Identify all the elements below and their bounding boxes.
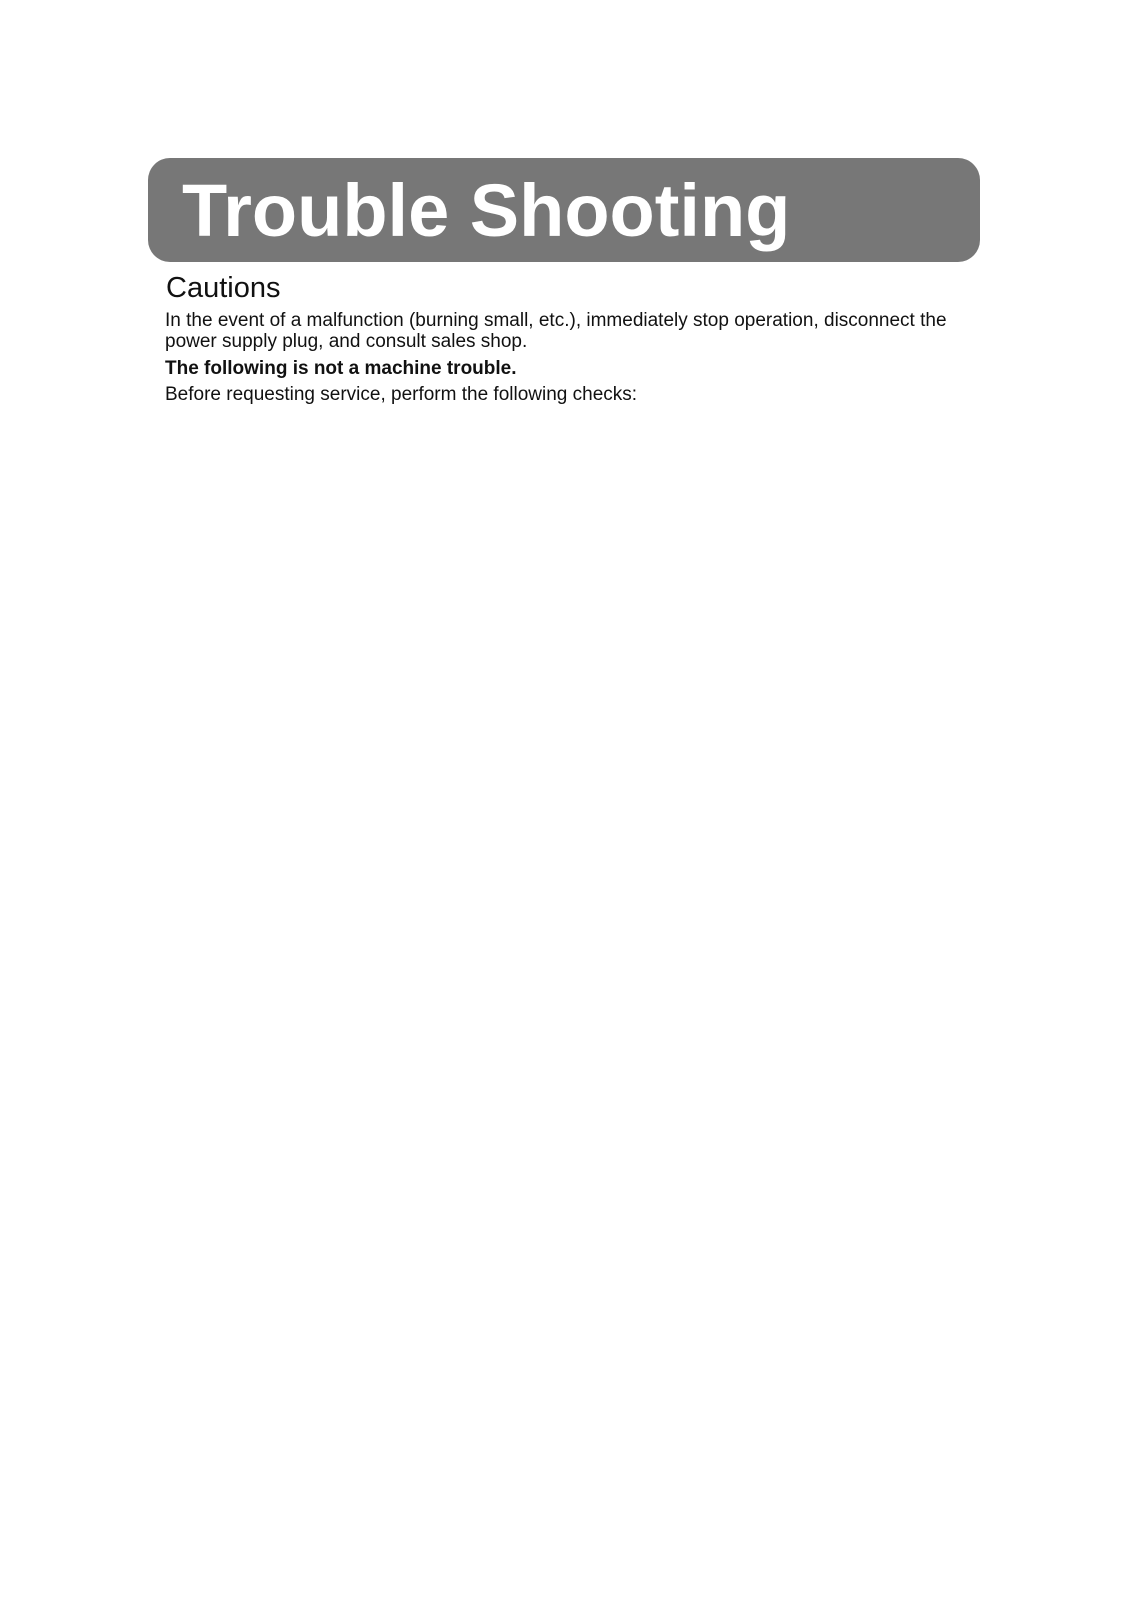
intro-text: Before requesting service, perform the following checks: bbox=[165, 384, 638, 405]
cautions-heading: Cautions bbox=[166, 272, 281, 304]
page-title: Trouble Shooting bbox=[182, 169, 791, 252]
cautions-text: In the event of a malfunction (burning small, etc.), immediately stop operation, disconnect the power supply plug, and consult sales shop. bbox=[165, 310, 947, 352]
not-trouble-note: The following is not a machine trouble. bbox=[165, 358, 517, 379]
title-banner bbox=[148, 158, 980, 262]
